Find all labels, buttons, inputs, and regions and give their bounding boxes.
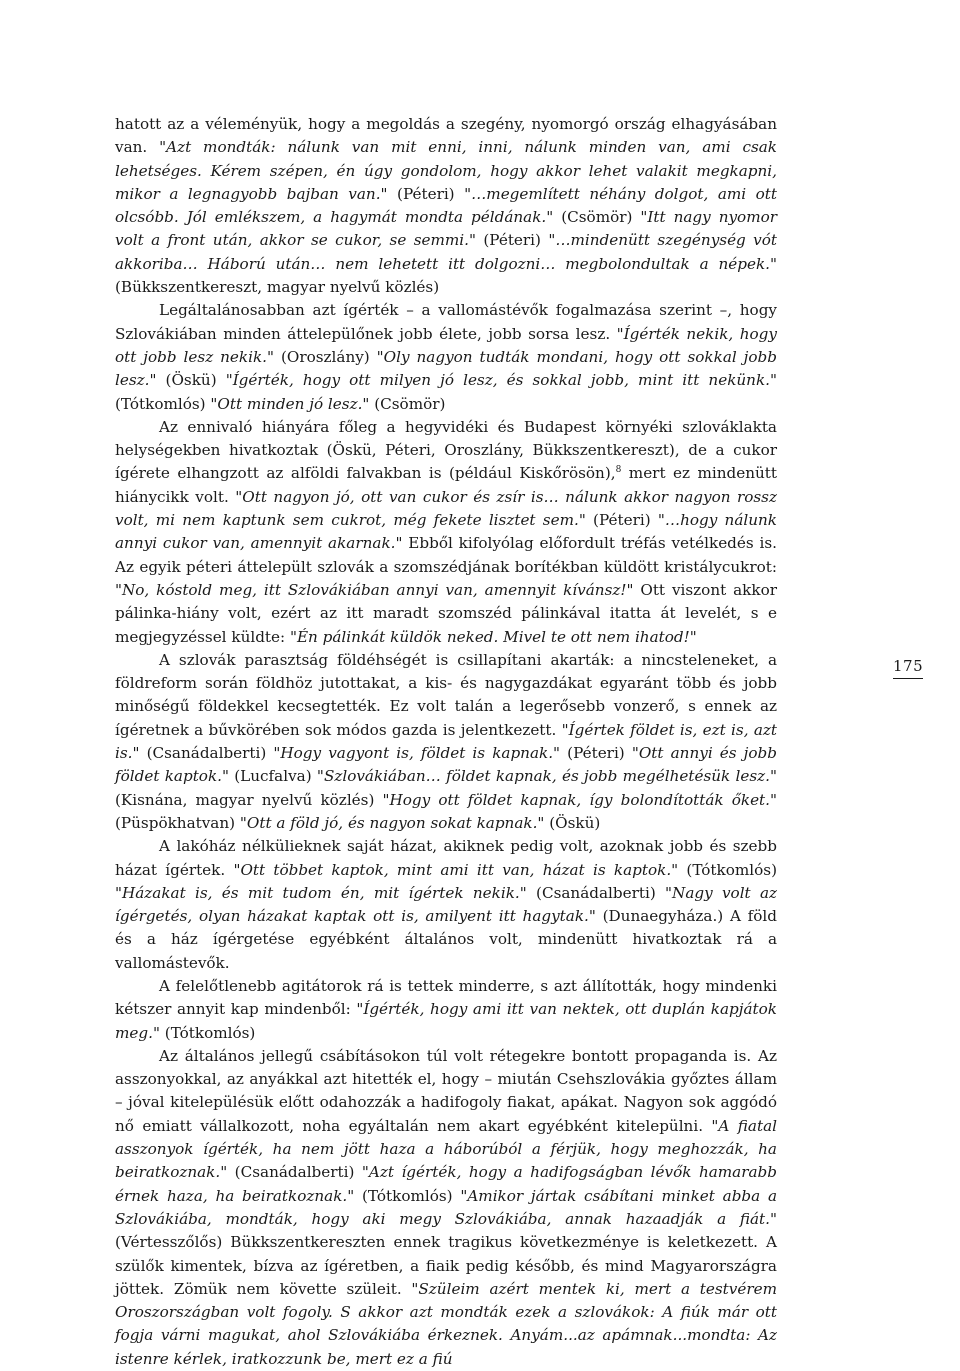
- body-text-segment: " (Tótkomlós) ": [115, 371, 777, 413]
- quote-text: Azt mondták: nálunk van mit enni, inni, nálunk minden van, ami csak lehetséges. Kérem szépen, én úgy gondolom, hogy akkor lehet valakit megkapni, mikor a legnagyobb bajban van.: [115, 138, 777, 203]
- body-text-segment: " (Bükkszentkereszt, magyar nyelvű közlés): [115, 254, 777, 297]
- quote-text: …mindenütt szegénység vót akkoriba… Háború után… nem lehetett itt dolgozni… megbolondultak a népek.: [115, 231, 777, 273]
- body-text-segment: " (Kisnána, magyar nyelvű közlés) ": [115, 767, 777, 809]
- body-text-segment: " (Csanádalberti) ": [519, 883, 673, 902]
- quote-text: Ígérték, hogy ami itt van nektek, ott duplán kapjátok meg.: [115, 1000, 777, 1042]
- paragraph: [115, 1045, 777, 1371]
- body-text-segment: " (Oroszlány) ": [267, 347, 384, 366]
- quote-text: Ott többet kaptok, mint ami itt van, házat is kaptok.: [240, 860, 672, 879]
- body-text-segment: A lakóház nélkülieknek saját házat, akiknek pedig volt, azoknak jobb és szebb házat ígértek. ": [115, 837, 777, 879]
- body-text-segment: " (Dunaegyháza.) A föld és a ház ígérgetése egyébként általános volt, mindenütt hivatkoztak rá a vallomástevők.: [115, 907, 777, 972]
- quote-text: Azt ígérték, hogy a hadifogságban lévők hamarabb érnek haza, ha beiratkoznak.: [115, 1163, 777, 1205]
- paragraph: [115, 649, 777, 835]
- quote-text: Ott annyi és jobb földet kaptok.: [115, 744, 777, 786]
- body-text-segment: mert ez mindenütt hiánycikk volt. ": [115, 464, 777, 506]
- body-text: [115, 113, 777, 1371]
- paragraph: [115, 416, 777, 649]
- quote-text: Ígérték, hogy ott milyen jó lesz, és sokkal jobb, mint itt nekünk.: [232, 371, 770, 390]
- quote-text: Szüleim azért mentek ki, mert a testvérem Oroszországban volt fogoly. S akkor azt mondták ezek a szlovákok: A fiúk már ott fogja várni magukat, ahol Szlovákiába érkeznek. Anyám...az apámnak...mondta: Az istenre kérlek, iratkozzunk be, mert ez a fiú: [115, 1279, 777, 1368]
- quote-text: Házakat is, és mit tudom én, mit ígértek nekik.: [122, 883, 520, 902]
- body-text-segment: ": [689, 627, 697, 646]
- body-text-segment: A szlovák parasztság földéhségét is csillapítani akarták: a nincsteleneket, a földreform során földhöz jutottakat, a kis- és nagygazdákat egyaránt több és jobb minőségű földekkel kecsegtették. Ez volt talán a legerősebb vonzerő, s ennek az ígéretnek a bűvkörében sok módos gazda is jelentkezett. ": [115, 650, 777, 739]
- body-text-segment: Az ennivaló hiányára főleg a hegyvidéki és Budapest környéki szlováklakta helységekben hivatkoztak (Öskü, Péteri, Oroszlány, Bükkszentkereszt), de a cukor ígérete elhangzott az alföldi falvakban is (például Kiskőrösön),: [115, 417, 777, 483]
- body-text-segment: " (Vértesszőlős) Bükkszentkereszten ennek tragikus következménye is keletkezett. A szülők kimentek, bízva az ígéretben, a fiaik pedig később, és mind Magyarországra jöttek. Zömük nem követte szüleit. ": [115, 1209, 777, 1298]
- body-text-segment: " (Csanádalberti) ": [132, 744, 281, 763]
- body-text-segment: " (Péteri) ": [380, 184, 472, 203]
- page-number: 175: [893, 657, 923, 679]
- quote-text: Amikor jártak csábítani minket abba a Szlovákiába, mondták, hogy aki megy Szlovákiába, annak hazaadják a fiát.: [115, 1186, 777, 1228]
- quote-text: Ígérték nekik, hogy ott jobb lesz nekik.: [115, 324, 777, 366]
- quote-text: Ígértek földet is, ezt is, azt is.: [115, 720, 777, 763]
- body-text-segment: " (Tótkomlós) ": [347, 1186, 468, 1205]
- body-text-segment: " (Püspökhatvan) ": [115, 790, 777, 832]
- body-text-segment: " (Péteri) ": [469, 231, 556, 250]
- body-text-segment: " (Péteri) ": [553, 744, 639, 763]
- quote-text: A fiatal asszonyok ígérték, ha nem jött haza a háborúból a férjük, hogy meghozzák, ha beiratkoznak.: [115, 1116, 777, 1182]
- paragraph: [115, 835, 777, 975]
- body-text-segment: hatott az a véleményük, hogy a megoldás a szegény, nyomorgó ország elhagyásában van. ": [115, 115, 777, 157]
- quote-text: Hogy vagyont is, földet is kapnak.: [280, 744, 554, 763]
- body-text-segment: " Ebből kifolyólag előfordult tréfás vetélkedés is. Az egyik péteri áttelepült szlovák a szomszédjának borítékban küldött kristálycukrot: ": [115, 534, 777, 599]
- body-text-segment: " (Péteri) ": [578, 511, 665, 530]
- body-text-segment: " (Tótkomlós): [152, 1023, 256, 1042]
- quote-text: Oly nagyon tudták mondani, hogy ott sokkal jobb lesz.: [115, 347, 777, 390]
- quote-text: Ott minden jó lesz.: [217, 394, 363, 413]
- paragraph: [115, 299, 777, 415]
- paragraph: [115, 113, 777, 299]
- quote-text: Én pálinkát küldök neked. Mivel te ott nem ihatod!: [296, 627, 690, 646]
- quote-text: Itt nagy nyomor volt a front után, akkor se cukor, se semmi.: [115, 208, 778, 250]
- body-text-segment: " (Csanádalberti) ": [220, 1163, 369, 1182]
- body-text-segment: Az általános jellegű csábításokon túl volt rétegekre bontott propaganda is. Az asszonyokkal, az anyákkal azt hitették el, hogy – miután Csehszlovákia győztes állam – jóval kitelepülésük előtt odahozzák a hadifogoly fiakat, apákat. Nagyon sok aggódó nő emiatt vállalkozott, noha egyáltalán nem akart egyébként kitelepülni. ": [115, 1046, 777, 1135]
- body-text-segment: " (Lucfalva) ": [221, 767, 324, 786]
- paragraph: [115, 975, 777, 1045]
- body-text-segment: A felelőtlenebb agitátorok rá is tettek minderre, s azt állították, hogy mindenki kétszer annyit kap mindenből: ": [115, 976, 777, 1019]
- body-text-segment: Legáltalánosabban azt ígérték – a vallomástévők fogalmazása szerint –, hogy Szlovákiában minden áttelepülőnek jobb élete, jobb sorsa lesz. ": [115, 301, 777, 343]
- quote-text: Nagy volt az ígérgetés, olyan házakat kaptak ott is, amilyent itt hagytak.: [115, 883, 777, 926]
- body-text-segment: " (Öskü) ": [149, 371, 233, 390]
- body-text-segment: " (Csömör): [362, 394, 446, 413]
- body-text-segment: " Ott viszont akkor pálinka-hiány volt, ezért az itt maradt szomszéd pálinkával itatta át levelét, s e megjegyzéssel küldte: ": [115, 580, 777, 646]
- quote-text: Ott nagyon jó, ott van cukor és zsír is… nálunk akkor nagyon rossz volt, mi nem kaptunk sem cukrot, még fekete lisztet sem.: [115, 487, 777, 530]
- body-text-segment: " (Öskü): [537, 813, 601, 832]
- quote-text: Ott a föld jó, és nagyon sokat kapnak.: [246, 813, 538, 832]
- body-text-segment: " (Csömör) ": [546, 208, 648, 227]
- quote-text: Szlovákiában… földet kapnak, és jobb megélhetésük lesz.: [323, 767, 770, 786]
- body-text-segment: " (Tótkomlós) ": [115, 860, 777, 902]
- footnote-ref: 8: [615, 465, 622, 476]
- quote-text: Hogy ott földet kapnak, így bolondították őket.: [389, 790, 770, 809]
- quote-text: No, kóstold meg, itt Szlovákiában annyi van, amennyit kívánsz!: [122, 580, 627, 599]
- quote-text: …megemlített néhány dolgot, ami ott olcsóbb. Jól emlékszem, a hagymát mondta példának.: [115, 184, 777, 227]
- quote-text: …hogy nálunk annyi cukor van, amennyit akarnak.: [115, 511, 778, 553]
